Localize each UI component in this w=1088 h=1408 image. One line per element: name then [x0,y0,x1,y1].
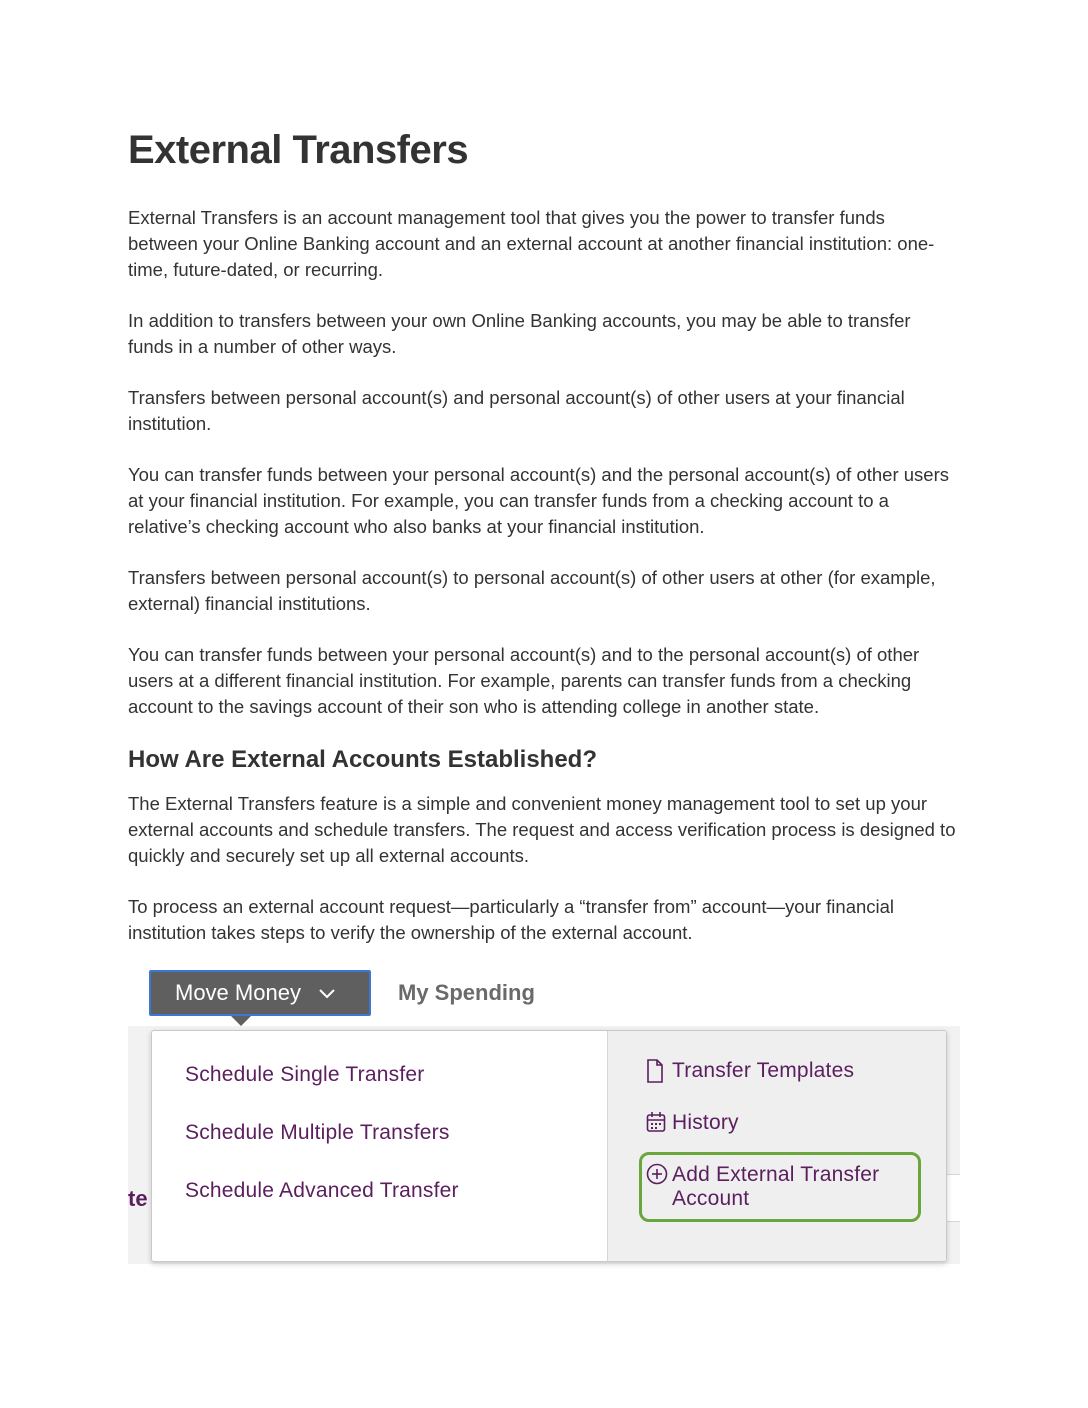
paragraph-same-institution-detail: You can transfer funds between your personal account(s) and the personal account(s) of other users at your financial institution. For example, you can transfer funds from a checking account to a relative’s checking account who also banks at your financial institution. [128,464,949,537]
document-icon [646,1059,668,1083]
page-title: External Transfers [128,128,469,172]
paragraph-intro: External Transfers is an account management tool that gives you the power to transfer funds between your Online Banking account and an external account at another financial institution: one-time, future-dated, or recurring. [128,207,935,280]
paragraph-external-institution-detail: You can transfer funds between your personal account(s) and to the personal account(s) of other users at a different financial institution. For example, parents can transfer funds from a checking account to the savings account of their son who is attending college in another state. [128,644,920,717]
add-external-label-line2: Account [672,1187,750,1210]
move-money-label: Move Money [175,980,301,1005]
calendar-icon [646,1111,668,1133]
add-external-label-line1: Add External Transfer [672,1163,880,1186]
schedule-multiple-transfers-link[interactable]: Schedule Multiple Transfers [185,1121,450,1144]
partial-text-left: te [128,1186,148,1211]
plus-circle-icon [646,1163,668,1185]
move-money-menu-screenshot [128,968,960,1264]
transfer-templates-link[interactable] [646,1059,854,1083]
schedule-single-transfer-link[interactable]: Schedule Single Transfer [185,1063,425,1086]
add-external-transfer-account-label [672,1163,879,1211]
dropdown-side-panel [607,1031,947,1261]
paragraph-same-institution-heading: Transfers between personal account(s) and personal account(s) of other users at your financial institution. [128,387,905,434]
move-money-tab[interactable] [149,970,371,1016]
paragraph-verification: To process an external account request—particularly a “transfer from” account—your financial institution takes steps to verify the ownership of the external account. [128,896,895,943]
my-spending-tab[interactable]: My Spending [398,980,535,1005]
history-link[interactable] [646,1111,739,1135]
paragraph-other-ways: In addition to transfers between your own Online Banking accounts, you may be able to transfer funds in a number of other ways. [128,310,911,357]
tab-pointer [231,1016,251,1026]
add-external-transfer-account-link[interactable] [646,1163,879,1211]
transfer-templates-label: Transfer Templates [672,1059,855,1082]
paragraph-feature-description: The External Transfers feature is a simple and convenient money management tool to set up your external accounts and schedule transfers. The request and access verification process is designed to quickly and securely set up all external accounts. [128,793,956,866]
history-label: History [672,1111,739,1134]
section-heading: How Are External Accounts Established? [128,746,597,773]
chevron-down-icon [319,983,335,1004]
move-money-dropdown [151,1030,947,1262]
paragraph-external-institution-heading: Transfers between personal account(s) to personal account(s) of other users at other (for example, external) financial institutions. [128,567,936,614]
schedule-advanced-transfer-link[interactable]: Schedule Advanced Transfer [185,1179,459,1202]
